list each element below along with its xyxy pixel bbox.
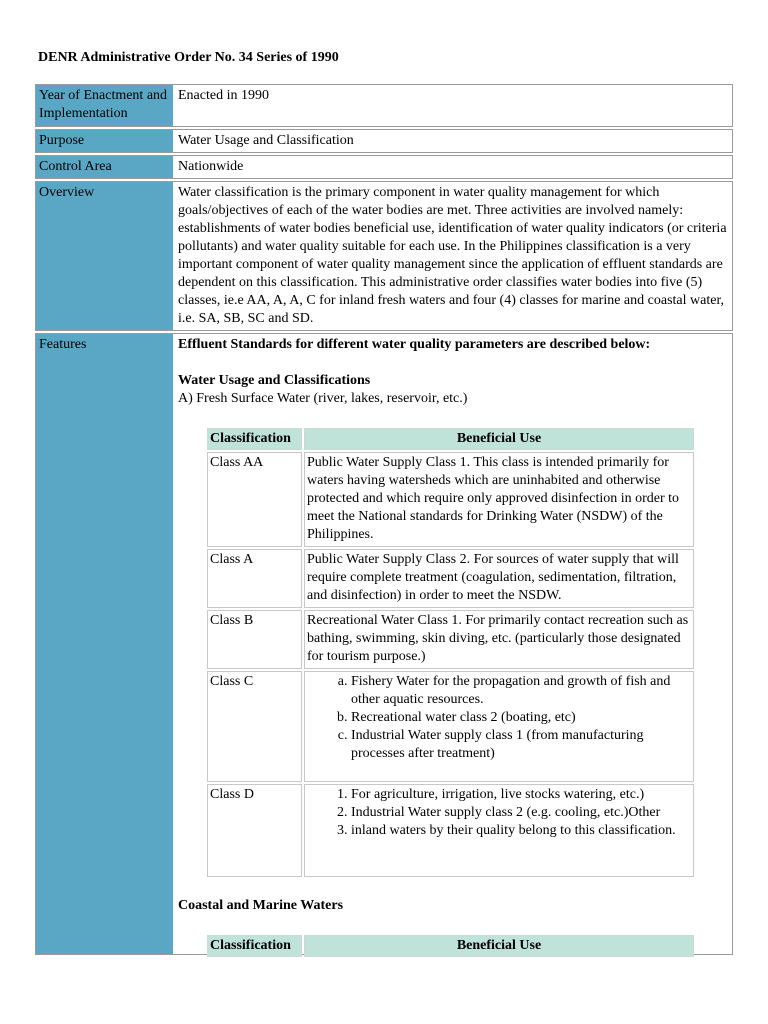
class-cell: Class D xyxy=(207,784,302,877)
table-header-row xyxy=(207,428,694,450)
row-control-area xyxy=(35,155,733,179)
table-header-row xyxy=(207,935,694,957)
use-cell: Public Water Supply Class 1. This class is intended primarily for waters having watersheds which are uninhabited and otherwise protected and which require only approved disinfection in order to meet the National standards for Drinking Water (NSDW) of the Philippines. xyxy=(304,452,694,547)
table-row xyxy=(207,784,694,877)
use-cell: Recreational Water Class 1. For primarily contact recreation such as bathing, swimming, skin diving, etc. (particularly those designated for tourism purpose.) xyxy=(304,610,694,669)
order-info-table xyxy=(35,84,733,955)
class-cell: Class C xyxy=(207,671,302,782)
row-overview xyxy=(35,181,733,331)
row-label: Overview xyxy=(36,182,175,330)
row-purpose xyxy=(35,129,733,153)
features-content xyxy=(175,334,732,954)
col-header-classification: Classification xyxy=(207,935,302,957)
class-cell: Class B xyxy=(207,610,302,669)
fresh-water-subheading: A) Fresh Surface Water (river, lakes, reservoir, etc.) xyxy=(178,391,468,406)
row-year xyxy=(35,84,733,127)
class-cell: Class AA xyxy=(207,452,302,547)
section-heading: Water Usage and Classifications xyxy=(178,373,371,388)
list-item: 2. Industrial Water supply class 2 (e.g. cooling, etc.)Other xyxy=(351,804,691,822)
use-cell xyxy=(304,784,694,877)
class-c-use-list xyxy=(307,673,691,763)
table-row xyxy=(207,671,694,782)
coastal-water-table xyxy=(205,933,696,959)
row-value: Enacted in 1990 xyxy=(178,88,269,103)
class-d-use-list xyxy=(307,786,691,840)
use-cell xyxy=(304,671,694,782)
col-header-beneficial-use: Beneficial Use xyxy=(304,428,694,450)
row-label: Purpose xyxy=(36,130,175,152)
list-item: 3. inland waters by their quality belong to this classification. xyxy=(351,822,691,840)
row-value: Nationwide xyxy=(178,159,244,174)
document-title: DENR Administrative Order No. 34 Series of 1990 xyxy=(38,50,339,65)
list-item: b. Recreational water class 2 (boating, etc) xyxy=(351,709,691,727)
table-row xyxy=(207,549,694,608)
table-row xyxy=(207,610,694,669)
coastal-heading: Coastal and Marine Waters xyxy=(178,898,344,913)
list-item: c. Industrial Water supply class 1 (from manufacturing processes after treatment) xyxy=(351,727,691,763)
list-item: a. Fishery Water for the propagation and growth of fish and other aquatic resources. xyxy=(351,673,691,709)
list-item: 1. For agriculture, irrigation, live stocks watering, etc.) xyxy=(351,786,691,804)
class-cell: Class A xyxy=(207,549,302,608)
row-label: Features xyxy=(36,334,175,954)
row-value: Water classification is the primary component in water quality management for which goals/objectives of each of the water bodies are met. Three activities are involved namely: establishments of water bodies beneficial use, identification of water quality indicators (or criteria pollutants) and water quality suitable for each use. In the Philippines classification is a very important component of water quality management since the application of effluent standards are dependent on this classification. This administrative order classifies water bodies into five (5) classes, ie.e AA, A, A, C for inland fresh waters and four (4) classes for marine and coastal water, i.e. SA, SB, SC and SD. xyxy=(178,185,727,326)
table-row xyxy=(207,452,694,547)
row-label: Control Area xyxy=(36,156,175,178)
row-value: Water Usage and Classification xyxy=(178,133,354,148)
features-intro: Effluent Standards for different water quality parameters are described below: xyxy=(178,337,651,352)
row-features xyxy=(35,333,733,955)
row-label: Year of Enactment and Implementation xyxy=(36,85,175,126)
col-header-beneficial-use: Beneficial Use xyxy=(304,935,694,957)
col-header-classification: Classification xyxy=(207,428,302,450)
use-cell: Public Water Supply Class 2. For sources of water supply that will require complete treatment (coagulation, sedimentation, filtration, and disinfection) in order to meet the NSDW. xyxy=(304,549,694,608)
fresh-water-table xyxy=(205,426,696,879)
